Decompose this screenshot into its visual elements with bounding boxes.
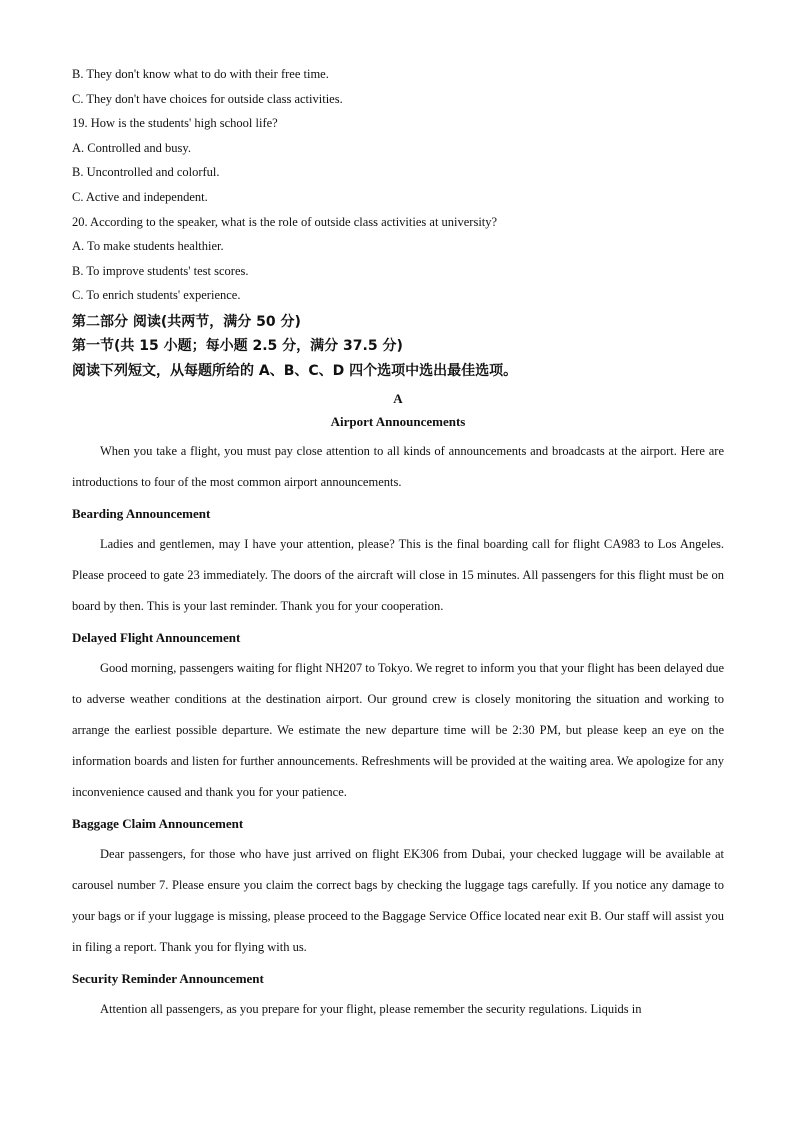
section-heading-boarding: Bearding Announcement [72, 506, 211, 522]
listening-questions [72, 62, 724, 308]
question-stem: 20. According to the speaker, what is the role of outside class activities at university? [72, 214, 498, 229]
section-heading-subsection: 第一节(共 15 小题；每小题 2.5 分，满分 37.5 分) [72, 338, 403, 355]
passage-title: Airport Announcements [330, 414, 466, 430]
question-option: C. They don't have choices for outside class activities. [72, 91, 343, 106]
question-option: C. Active and independent. [72, 189, 208, 204]
section-text-baggage: Dear passengers, for those who have just arrived on flight EK306 from Dubai, your checked luggage will be available at carousel number 7. Please ensure you claim the correct bags by checking the luggage tags carefully. If you notice any damage to your bags or if your luggage is missing, please proceed to the Baggage Service Office located near exit B. Our staff will assist you in filing a report. Thank you for flying with us. [72, 847, 724, 955]
section-heading-security: Security Reminder Announcement [72, 971, 264, 987]
question-option: B. They don't know what to do with their free time. [72, 67, 329, 81]
section-text-delayed: Good morning, passengers waiting for flight NH207 to Tokyo. We regret to inform you that your flight has been delayed due to adverse weather conditions at the destination airport. Our ground crew is closely monitoring the situation and working to arrange the earliest possible departure. We estimate the new departure time will be 2:30 PM, but please keep an eye on the information boards and listen for further announcements. Refreshments will be provided at the waiting area. We apologize for any inconvenience caused and thank you for your patience. [72, 661, 724, 800]
reading-instruction: 阅读下列短文，从每题所给的 A、B、C、D 四个选项中选出最佳选项。 [72, 362, 518, 379]
section-heading-part2: 第二部分 阅读(共两节，满分 50 分) [72, 313, 301, 330]
section-text-security: Attention all passengers, as you prepare for your flight, please remember the security regulations. Liquids in [100, 1002, 642, 1017]
section-heading-delayed: Delayed Flight Announcement [72, 630, 241, 646]
question-stem: 19. How is the students' high school life? [72, 116, 278, 131]
question-option: B. Uncontrolled and colorful. [72, 165, 220, 180]
question-option: A. To make students healthier. [72, 239, 224, 254]
question-option: A. Controlled and busy. [72, 140, 191, 155]
document-page [72, 62, 724, 1025]
passage-intro: When you take a flight, you must pay close attention to all kinds of announcements and broadcasts at the airport. Here are introductions to four of the most common airport announcements. [72, 444, 724, 490]
question-option: B. To improve students' test scores. [72, 263, 249, 278]
question-option: C. To enrich students' experience. [72, 288, 241, 303]
passage-letter: A [393, 391, 403, 407]
section-heading-baggage: Baggage Claim Announcement [72, 816, 244, 832]
section-text-boarding: Ladies and gentlemen, may I have your attention, please? This is the final boarding call for flight CA983 to Los Angeles. Please proceed to gate 23 immediately. The doors of the aircraft will close in 15 minutes. All passengers for this flight must be on board by then. This is your last reminder. Thank you for your cooperation. [72, 537, 724, 614]
